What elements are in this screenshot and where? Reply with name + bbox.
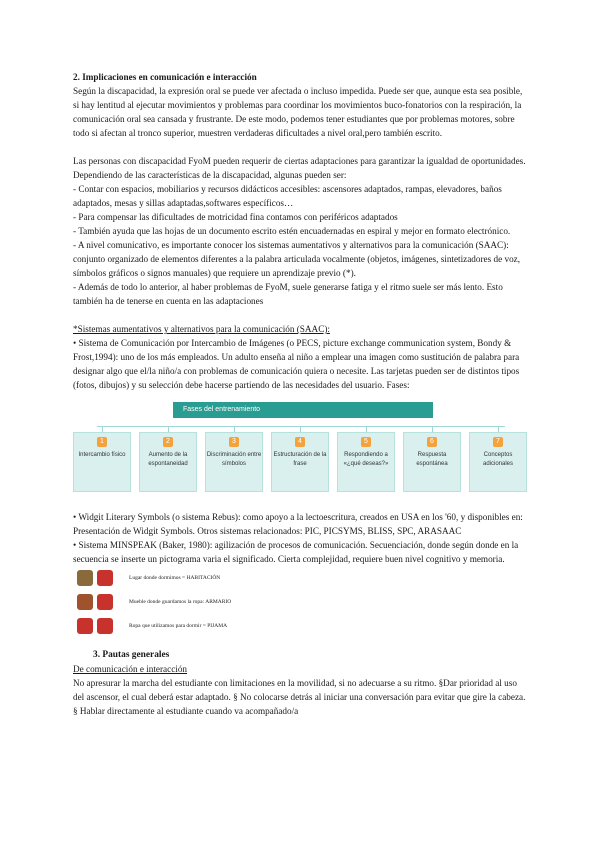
phase-box-2 — [139, 432, 197, 492]
phase-number: 7 — [493, 437, 503, 447]
bullet-item: - A nivel comunicativo, es importante conocer los sistemas aumentativos y alternativos para la comunicación (SAAC): conjunto organizado de elementos diferentes a la palabra articulada vocalmente (objetos, imágenes, sintetizadores de voz, símbolos gráficos o signos manuales) que requiere un aprendizaje previo (*). — [73, 240, 521, 278]
house-pictogram-icon — [77, 570, 93, 586]
phase-box-5 — [337, 432, 395, 492]
bullet-item: - Además de todo lo anterior, al haber problemas de FyoM, suele generarse fatiga y el ritmo suele ser más lento. Esto también ha de tenerse en cuenta en las adaptaciones — [73, 282, 503, 306]
section-2-heading: 2. Implicaciones en comunicación e interacción — [73, 72, 257, 82]
bullet-item: - Para compensar las dificultades de motricidad fina contamos con periféricos adaptados — [73, 212, 398, 222]
shirt-pictogram-icon — [77, 618, 93, 634]
phase-box-3 — [205, 432, 263, 492]
phase-box-1 — [73, 432, 131, 492]
minspeak-pictogram-examples — [73, 570, 529, 642]
section-3-subheading: De comunicación e interacción — [73, 664, 188, 674]
phase-label: Conceptos adicionales — [482, 452, 514, 467]
bullet-item: - Contar con espacios, mobiliarios y recursos didácticos accesibles: ascensores adaptados, rampas, elevadores, baños adaptados, mesas y sillas adaptadas,softwares específicos… — [73, 184, 502, 208]
phase-number: 4 — [295, 437, 305, 447]
section-3-paragraph: No apresurar la marcha del estudiante con limitaciones en la movilidad, si no adecuarse a su ritmo. §Dar prioridad al uso del ascensor, el cual deberá estar adaptado. § No colocarse detrás al iniciar una conversación para evitar que gire la cabeza. § Hablar directamente al estudiante cuando va acompañado/a — [73, 678, 526, 716]
phase-label: Aumento de la espontaneidad — [148, 452, 188, 467]
minspeak-paragraph: • Sistema MINSPEAK (Baker, 1980): agilización de procesos de comunicación. Secuenciación, donde según donde en la secuencia se inserte un pictograma varia el significado. Cierta complejidad, requiere buen nivel cognitivo y memoria. — [73, 540, 519, 564]
pictogram-row — [73, 618, 373, 640]
pictogram-caption: Ropa que utilizamos para dormir = PIJAMA — [129, 623, 228, 629]
section-2-paragraph-1: Según la discapacidad, la expresión oral se puede ver afectada o incluso impedida. Puede ser que, aunque esta sea posible, si hay lentitud al ejecutar movimientos y problemas para coordinar los movimientos buco-fonatorios con la respiración, la comunicación oral sea cansada y frustrante. De este modo, podemos tener estudiantes que por problemas motores, sobre todo si afectan al tronco superior, muestren verdaderas dificultades a nivel oral,pero también escrito. — [73, 86, 523, 138]
phase-number: 6 — [427, 437, 437, 447]
bullet-item: - También ayuda que las hojas de un documento escrito estén encuadernadas en espiral y mejor en formato electrónico. — [73, 226, 511, 236]
training-phases-diagram — [73, 400, 529, 502]
bed-pictogram-icon — [97, 618, 113, 634]
pictogram-row — [73, 594, 373, 616]
phase-label: Discriminación entre símbolos — [206, 452, 262, 467]
pecs-paragraph: • Sistema de Comunicación por Intercambio de Imágenes (o PECS, picture exchange communication system, Bondy & Frost,1994): uno de los más empleados. Un adulto enseña al niño a emplear una imagen como sustitución de palabra para designar algo que el/la niño/a con problemas de comunicación quiera o necesite. Las tarjetas pueden ser de distintos tipos (fotos, dibujos) y su selección debe hacerse partiendo de las necesidades del usuario. Fases: — [73, 338, 520, 390]
clothes-pictogram-icon — [97, 594, 113, 610]
section-3-heading: 3. Pautas generales — [93, 650, 170, 660]
pictogram-caption: Lugar donde dormimos = HABITACIÓN — [129, 575, 221, 581]
pictogram-caption: Mueble donde guardamos la ropa: ARMARIO — [129, 599, 232, 605]
document-page — [73, 70, 529, 718]
phase-number: 3 — [229, 437, 239, 447]
phase-number: 5 — [361, 437, 371, 447]
section-2-paragraph-2: Las personas con discapacidad FyoM pueden requerir de ciertas adaptaciones para garantizar la igualdad de oportunidades. Dependiendo de las características de la discapacidad, algunas pueden ser: — [73, 156, 526, 180]
wardrobe-pictogram-icon — [77, 594, 93, 610]
bed-pictogram-icon — [97, 570, 113, 586]
phase-number: 2 — [163, 437, 173, 447]
widgit-paragraph: • Widgit Literary Symbols (o sistema Rebus): como apoyo a la lectoescritura, creados en USA en los '60, y disponibles en: Presentación de Widgit Symbols. Otros sistemas relacionados: PIC, PICSYMS, BLISS, SPC, ARASAAC — [73, 512, 523, 536]
diagram-connector-line — [97, 426, 505, 427]
phase-box-4 — [271, 432, 329, 492]
phase-label: Intercambio físico — [78, 452, 126, 458]
phase-label: Respondiendo a «¿qué deseas?» — [343, 452, 389, 467]
phase-label: Respuesta espontánea — [416, 452, 448, 467]
saac-title: *Sistemas aumentativos y alternativos para la comunicación (SAAC): — [73, 324, 330, 334]
phase-label: Estructuración de la frase — [273, 452, 327, 467]
phase-box-6 — [403, 432, 461, 492]
diagram-title: Fases del entrenamiento — [173, 402, 433, 418]
phase-number: 1 — [97, 437, 107, 447]
phase-box-7 — [469, 432, 527, 492]
pictogram-row — [73, 570, 373, 592]
